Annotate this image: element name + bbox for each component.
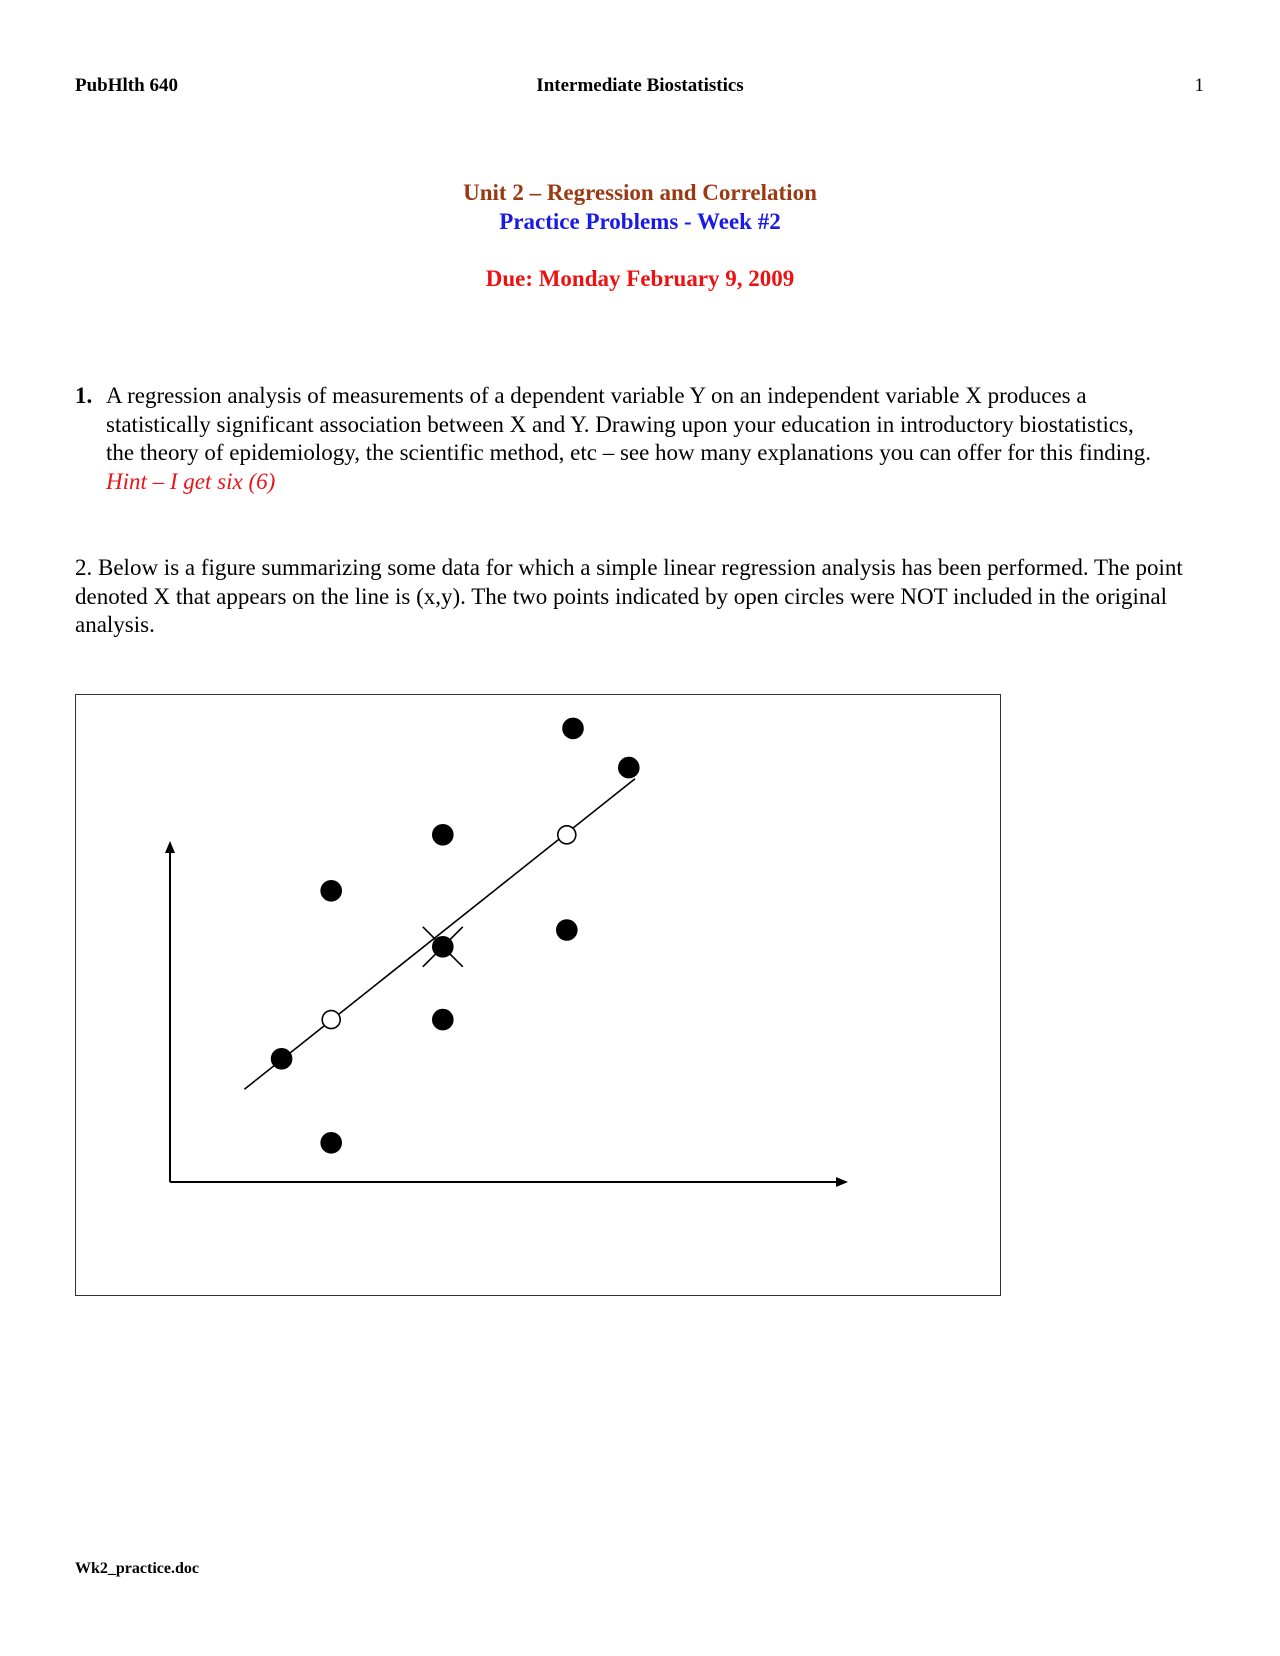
data-point-open-1: [558, 826, 576, 844]
data-point-filled-4: [433, 1010, 453, 1030]
question-2: 2. Below is a figure summarizing some data for which a simple linear regression analysis has been performed. The point denoted X that appears on the line is (x,y). The two points indicated by open circles were NOT included in the original analysis.: [75, 555, 1183, 637]
data-point-open-0: [322, 1011, 340, 1029]
data-point-filled-1: [321, 1133, 341, 1153]
page-number: 1: [1194, 75, 1204, 96]
due-date: Due: Monday February 9, 2009: [485, 266, 795, 291]
question-1-text: A regression analysis of measurements of a dependent variable Y on an independent variable X produces a statistically significant association between X and Y. Drawing upon your education in introductory biostatistics, the theory of epidemiology, the scientific method, etc – see how many explanations you can offer for this finding.: [106, 383, 1151, 465]
course-code: PubHlth 640: [75, 75, 178, 96]
data-point-filled-8: [619, 758, 639, 778]
data-point-filled-0: [272, 1049, 292, 1069]
data-point-filled-7: [563, 718, 583, 738]
mean-point-x-marker: [423, 927, 463, 967]
course-title: Intermediate Biostatistics: [536, 75, 744, 96]
unit-title: Unit 2 – Regression and Correlation: [463, 180, 817, 205]
question-1-hint: Hint – I get six (6): [106, 468, 276, 494]
question-1-body: [106, 382, 1166, 496]
scatter-plot: [76, 695, 1000, 1295]
practice-title: Practice Problems - Week #2: [499, 209, 781, 234]
question-1-number: 1.: [75, 383, 93, 408]
data-point-filled-5: [433, 825, 453, 845]
data-point-filled-6: [557, 920, 577, 940]
data-point-filled-2: [321, 881, 341, 901]
regression-figure: [75, 694, 1001, 1296]
footer-filename: Wk2_practice.doc: [75, 1560, 199, 1577]
